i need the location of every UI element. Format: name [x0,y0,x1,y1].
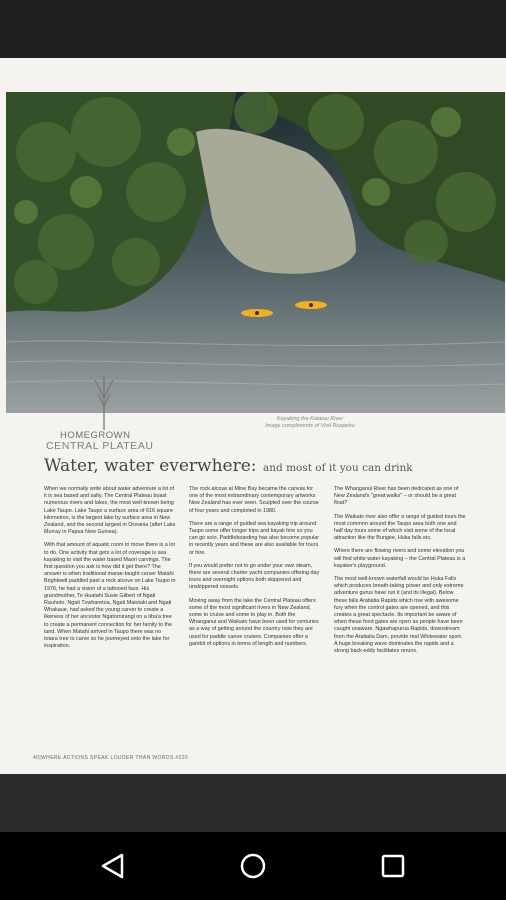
aerial-river-photo [6,92,505,413]
headline-sub: and most of it you can drink [262,462,413,474]
paragraph: The most well-known waterfall would be Huka Falls which produces breath-taking power and only extreme adventure gurus have run it (and its illegal). Below these falls Aratiatia Rapids which rise with awesome fury when the control gates are opened, and this creates a great spectacle. Its important be aware of when these food gates are open as people have been caught unaware. Ngawhapurua Rapids, downstream from the Aratiatia Dam, provide real Whitewater sport. A huge breaking wave dominates the rapids and a strong back-eddy facilitates reruns. [334,576,464,655]
tree-icon [92,376,116,430]
brand-line-2: CENTRAL PLATEAU [46,440,154,452]
paragraph: The rock alcove at Mine Bay became the canvas for one of the most extraordinary contemporary artworks New Zealand has ever seen. Sculpted over the course of four years and completed in 1980. [189,486,319,514]
article-headline [44,456,504,476]
paragraph: The Whanganui River has been dedicated as one of New Zealand's "great walks" – or should be a great float? [334,486,459,507]
paragraph: Moving away from the lake the Central Plateau offers some of the most significant rivers in New Zealand, some to cruise and some to play in. Both the Whanganui and Waikato have been used for centuries as a way of getting around the country now they are used for paddle canoe cruises. Companies offer a gambit of options in terms of length and numbers. [189,597,319,647]
paragraph: If you would prefer not to go under your own steam, there are several charter yacht companies offering day tours and overnight options both skippered and unskippered vessels. [189,562,320,591]
back-triangle-icon [93,850,133,882]
headline-main: Water, water everwhere: [44,456,257,476]
recents-square-icon [373,850,413,882]
brand-line-1: HOMEGROWN [60,430,131,441]
kayak-photo-illustration [6,92,505,413]
paragraph: Where there are flowing rivers and some elevation you will find white water kayaking – the Central Plateau is a kayaker's playground. [334,548,466,569]
article-column-1 [44,486,176,656]
back-button[interactable] [93,850,133,882]
magazine-page [0,58,506,774]
paragraph: There are a range of guided sea kayaking trip around Taupo some offer longer trips and kayak hire so you can go solo. Paddleboarding has also become popular in recently years and these are also available for tours or hire. [189,520,320,556]
paragraph: When we normally write about water adventure a lot of it is sea based and salty. The Central Plateau boast numerous rivers and lakes, the most well-known being Lake Taupo. Lake Taupo a surface area of 616 square kilometres, is the largest lake by surface area in New Zealand, and the second largest in Oceania (after Lake Murray in Papua New Guinea). [44,486,176,536]
top-dark-bar [0,0,506,58]
home-button[interactable] [233,850,273,882]
paragraph: The Waikato river also offer a range of guided tours the most common around the Taupo area both one and half day tours some of which visit some of the local attraction like the Bungee, Huka falls etc. [334,513,466,542]
homegrown-logo [40,376,165,452]
home-circle-icon [233,850,273,882]
page-footer: 40|WHERE ACTIONS SPEAK LOUDER THAN WORDS #220 [33,755,189,761]
caption-line-2: Image compliments of Visit Ruapehu [265,423,355,429]
recents-button[interactable] [373,850,413,882]
article-column-3 [334,486,466,661]
photo-caption [220,416,400,430]
android-navigation-bar [0,832,506,900]
paragraph: With that amount of aquatic room to move there is a lot to do. One activity that gets a lot of coverage is sea kayaking to visit the water based Maori carvings. The first question you ask is how did it get there? The answer is when traditional marae-taught carver Matahi Brightwell paddled past a rock alcove on Lake Taupo in 1976, he had a vision of a tattooed face. His grandmother, Te Huatahi Susie Gilbert of Ngati Rauhoto, Ngati Tuwharetoa, Ngati Maiotaki and Ngati Whakaue, had asked the young carver to create a likeness of her ancestor Ngatoroirangi on a tiba'a tree to create a permanent connection for her family to the land. When Matahi arrived in Taupo there was no totara tree to carve so he journeyed onto the lake for inspiration. [44,542,176,650]
caption-line-1: Kayaking the Kaiatau River [276,416,344,422]
article-column-2 [189,486,321,654]
